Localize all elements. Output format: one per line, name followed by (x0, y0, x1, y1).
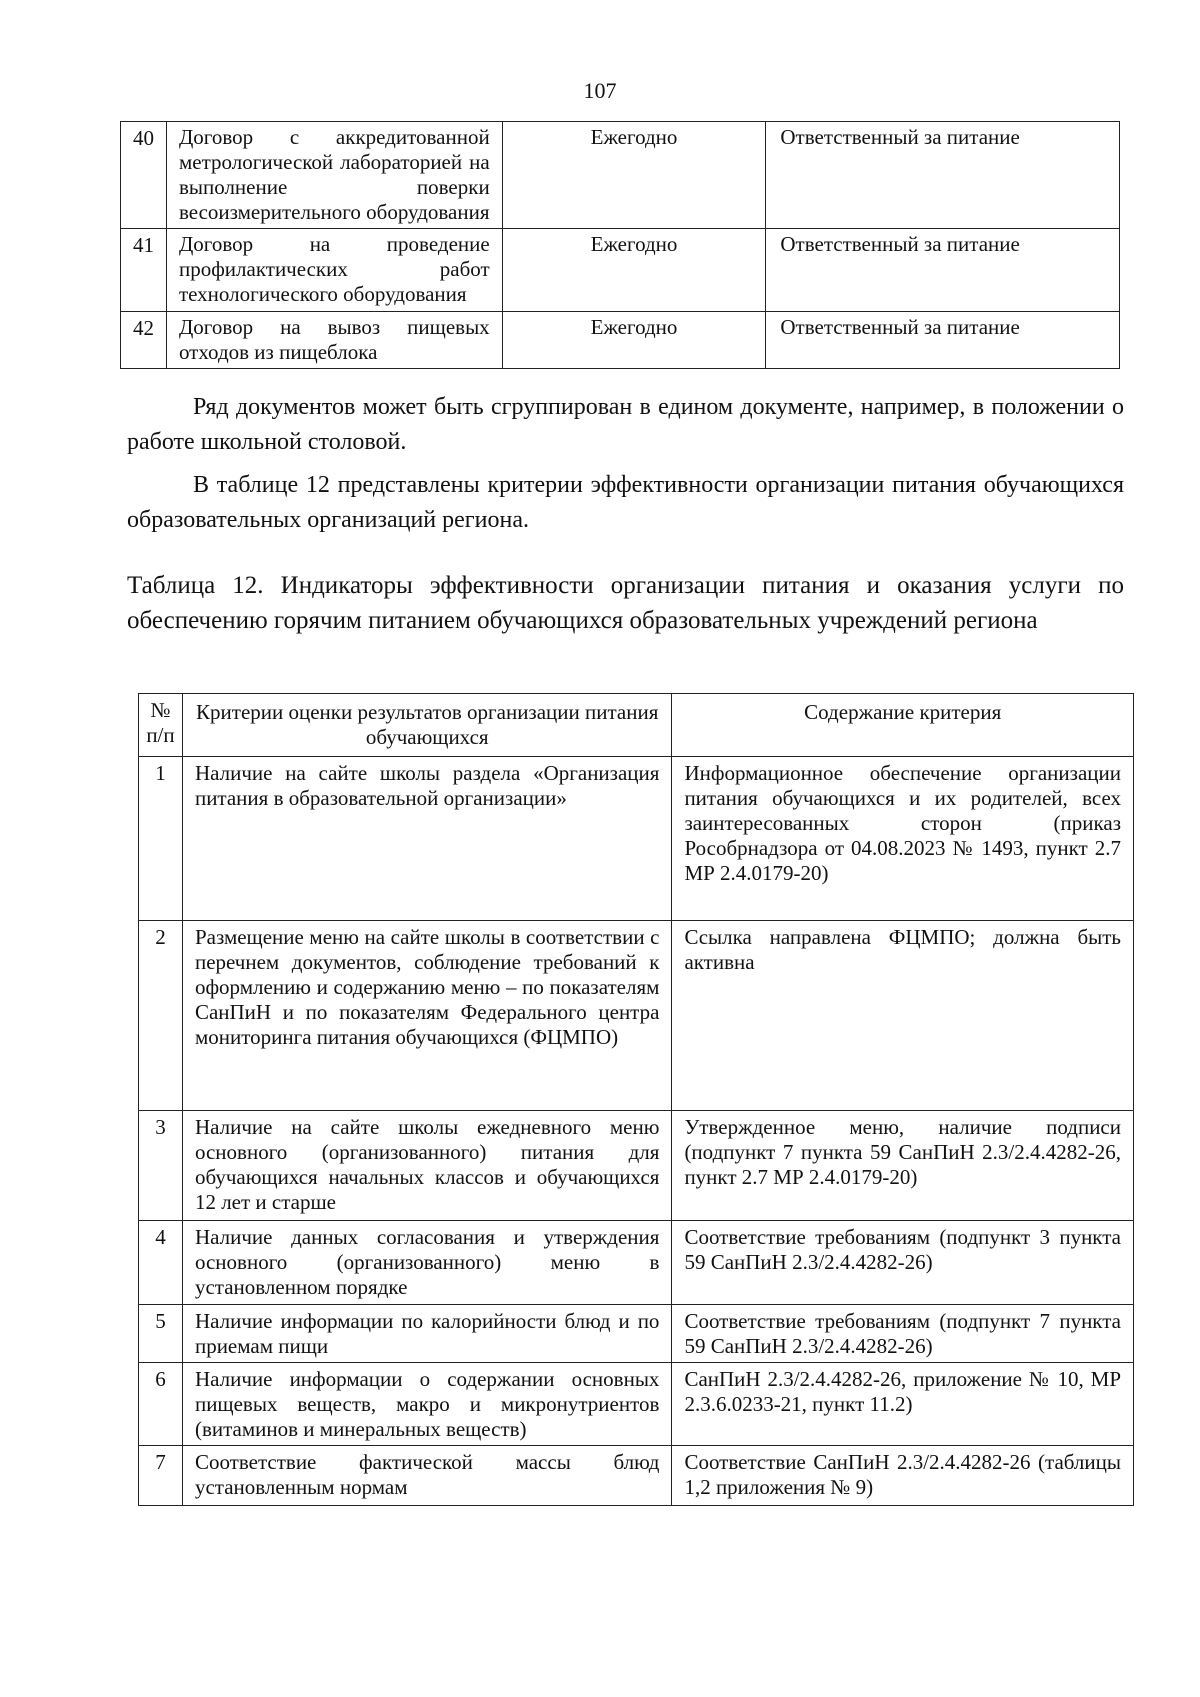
criteria-content: Соответствие СанПиН 2.3/2.4.4282-26 (таблицы 1,2 приложения № 9) (672, 1446, 1134, 1506)
criteria-text: Наличие информации по калорийности блюд и по приемам пищи (182, 1305, 671, 1363)
page-number: 107 (583, 78, 617, 103)
criteria-content: Утвержденное меню, наличие подписи (подпункт 7 пункта 59 СанПиН 2.3/2.4.4282-26, пункт 2.7 МР 2.4.0179-20) (672, 1111, 1134, 1221)
table-row (139, 757, 1134, 921)
table-row (139, 1363, 1134, 1446)
frequency: Ежегодно (502, 229, 766, 312)
row-number: 2 (139, 921, 183, 1111)
header-content: Содержание критерия (672, 694, 1134, 757)
header-criteria: Критерии оценки результатов организации питания обучающихся (182, 694, 671, 757)
criteria-content: Соответствие требованиям (подпункт 7 пункта 59 СанПиН 2.3/2.4.4282-26) (672, 1305, 1134, 1363)
criteria-content: СанПиН 2.3/2.4.4282-26, приложение № 10, МР 2.3.6.0233-21, пункт 11.2) (672, 1363, 1134, 1446)
table-row (139, 1305, 1134, 1363)
row-number: 7 (139, 1446, 183, 1506)
criteria-text: Соответствие фактической массы блюд установленным нормам (182, 1446, 671, 1506)
criteria-content: Информационное обеспечение организации питания обучающихся и их родителей, всех заинтересованных сторон (приказ Рособрнадзора от 04.08.2023 № 1493, пункт 2.7 МР 2.4.0179-20) (672, 757, 1134, 921)
table-row (139, 1111, 1134, 1221)
table-row (121, 312, 1120, 369)
row-number: 4 (139, 1221, 183, 1305)
row-number: 6 (139, 1363, 183, 1446)
row-number: 41 (121, 229, 167, 312)
criteria-text: Наличие на сайте школы ежедневного меню основного (организованного) питания для обучающихся начальных классов и обучающихся 12 лет и старше (182, 1111, 671, 1221)
criteria-content: Ссылка направлена ФЦМПО; должна быть активна (672, 921, 1134, 1111)
row-number: 42 (121, 312, 167, 369)
row-number: 5 (139, 1305, 183, 1363)
responsible: Ответственный за питание (766, 229, 1120, 312)
criteria-text: Наличие данных согласования и утверждения основного (организованного) меню в установленном порядке (182, 1221, 671, 1305)
table-caption: Таблица 12. Индикаторы эффективности организации питания и оказания услуги по обеспечению горячим питанием обучающихся образовательных учреждений региона (127, 572, 1124, 634)
frequency: Ежегодно (502, 122, 766, 229)
paragraph-table-intro: В таблице 12 представлены критерии эффективности организации питания обучающихся образовательных организаций региона. (127, 472, 1124, 533)
row-number: 40 (121, 122, 167, 229)
table-row (139, 1221, 1134, 1305)
criteria-text: Размещение меню на сайте школы в соответствии с перечнем документов, соблюдение требований к оформлению и содержанию меню – по показателям СанПиН и по показателям Федерального центра мониторинга питания обучающихся (ФЦМПО) (182, 921, 671, 1111)
table-header-row (139, 694, 1134, 757)
criteria-table (138, 693, 1134, 1506)
criteria-text: Наличие на сайте школы раздела «Организация питания в образовательной организации» (182, 757, 671, 921)
table-row (121, 229, 1120, 312)
row-number: 3 (139, 1111, 183, 1221)
criteria-content: Соответствие требованиям (подпункт 3 пункта 59 СанПиН 2.3/2.4.4282-26) (672, 1221, 1134, 1305)
row-number: 1 (139, 757, 183, 921)
responsible: Ответственный за питание (766, 312, 1120, 369)
table-row (121, 122, 1120, 229)
documents-table (120, 121, 1120, 369)
table-row (139, 921, 1134, 1111)
table-row (139, 1446, 1134, 1506)
responsible: Ответственный за питание (766, 122, 1120, 229)
frequency: Ежегодно (502, 312, 766, 369)
header-number: № п/п (139, 694, 183, 757)
criteria-text: Наличие информации о содержании основных пищевых веществ, макро и микронутриентов (витаминов и минеральных веществ) (182, 1363, 671, 1446)
document-name: Договор на вывоз пищевых отходов из пищеблока (166, 312, 502, 369)
document-name: Договор с аккредитованной метрологической лабораторией на выполнение поверки весоизмерительного оборудования (166, 122, 502, 229)
document-name: Договор на проведение профилактических работ технологического оборудования (166, 229, 502, 312)
paragraph-grouping: Ряд документов может быть сгруппирован в едином документе, например, в положении о работе школьной столовой. (127, 394, 1124, 455)
